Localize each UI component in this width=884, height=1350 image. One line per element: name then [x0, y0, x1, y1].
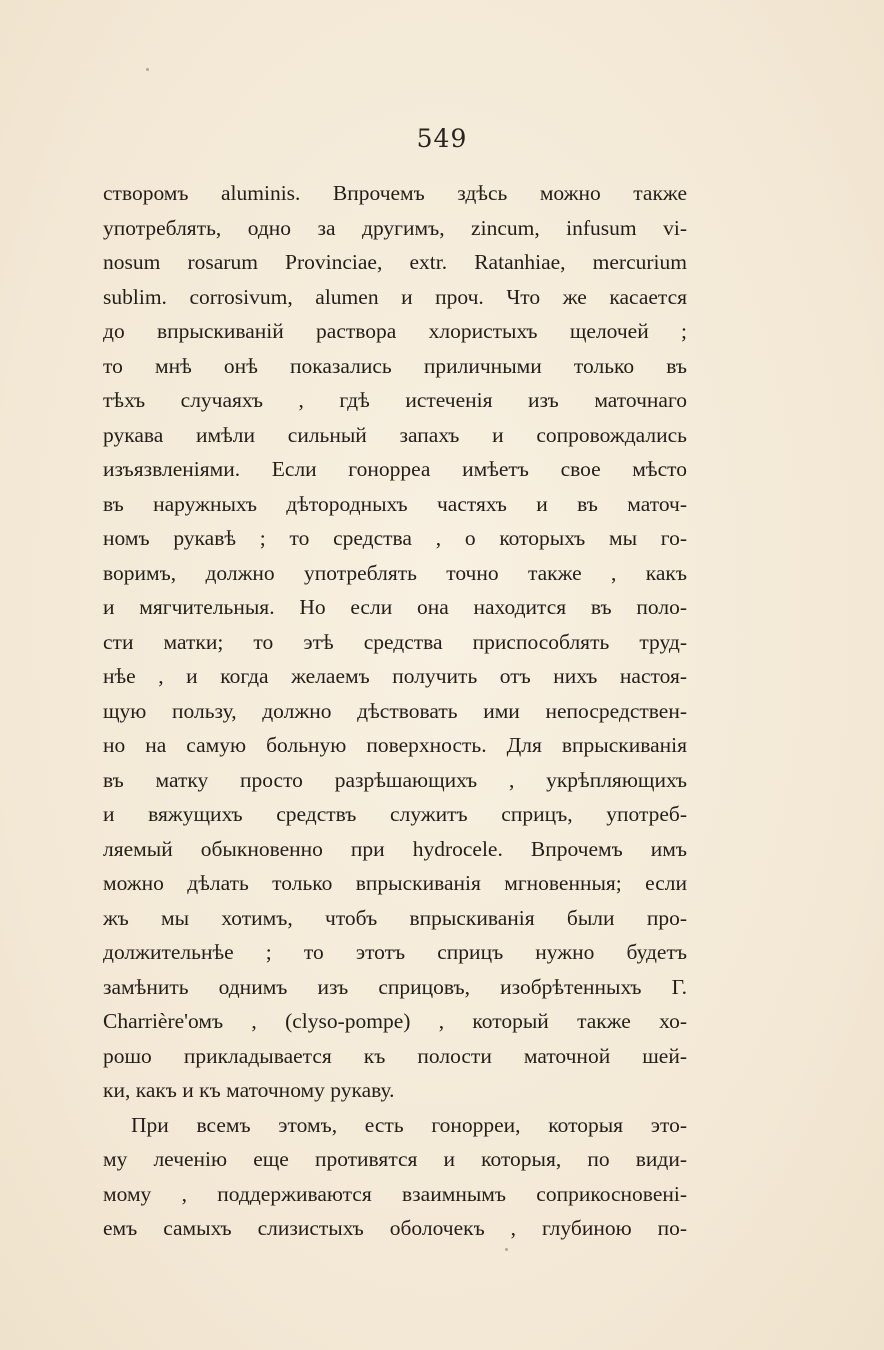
text-line: рукава имѣли сильный запахъ и сопровождались: [103, 422, 687, 447]
text-line: sublim. corrosivum, alumen и проч. Что же касается: [103, 284, 687, 309]
text-line: до впрыскиванiй раствора хлористыхъ щелочей ;: [103, 319, 687, 343]
paper-speck: [505, 1248, 508, 1251]
text-line: замѣнить однимъ изъ сприцовъ, изобрѣтенныхъ Г.: [103, 974, 687, 999]
text-line: и мягчительныя. Но если она находится въ поло-: [103, 595, 687, 619]
paper-speck: [146, 68, 149, 71]
text-line: то мнѣ онѣ показались приличными только въ: [103, 353, 687, 378]
text-line: сти матки; то этѣ средства приспособлять труд-: [103, 629, 687, 654]
text-line: воримъ, должно употреблять точно также , какъ: [103, 560, 687, 585]
text-line: жъ мы хотимъ, чтобъ впрыскиванiя были про-: [103, 905, 687, 930]
text-line: мому , поддерживаются взаимнымъ соприкосновенi-: [103, 1181, 687, 1206]
text-line: щую пользу, должно дѣствовать ими непосредствен-: [103, 698, 687, 723]
body-text: [103, 176, 687, 1246]
text-line: и вяжущихъ средствъ служитъ сприцъ, употреб-: [103, 802, 687, 826]
text-line: должительнѣе ; то этотъ сприцъ нужно будетъ: [103, 940, 687, 964]
text-line: тѣхъ случаяхъ , гдѣ истеченiя изъ маточнаго: [103, 388, 687, 412]
text-line: ки, какъ и къ маточному рукаву.: [103, 1078, 395, 1102]
text-line: номъ рукавѣ ; то средства , о которыхъ мы го-: [103, 526, 687, 550]
text-line: емъ самыхъ слизистыхъ оболочекъ , глубиною по-: [103, 1216, 687, 1240]
text-line: изъязвленiями. Если гонорреа имѣетъ свое мѣсто: [103, 457, 687, 481]
text-line: рошо прикладывается къ полости маточной шей-: [103, 1043, 687, 1068]
page-number: 549: [416, 124, 468, 153]
text-line: му леченiю еще противятся и которыя, по види-: [103, 1147, 687, 1171]
text-line: нѣе , и когда желаемъ получить отъ нихъ настоя-: [103, 664, 687, 688]
text-line: створомъ aluminis. Впрочемъ здѣсь можно также: [103, 181, 687, 205]
text-line: Charrière'омъ , (clyso-pompe) , который также хо-: [103, 1009, 687, 1033]
text-line: употреблять, одно за другимъ, zincum, infusum vi-: [103, 215, 687, 240]
text-line: но на самую больную поверхность. Для впрыскиванiя: [103, 733, 687, 757]
text-line: въ матку просто разрѣшающихъ , укрѣпляющихъ: [103, 767, 687, 792]
text-line: ляемый обыкновенно при hydrocele. Впрочемъ имъ: [103, 836, 687, 861]
text-line: можно дѣлать только впрыскиванiя мгновенныя; если: [103, 871, 687, 895]
paragraph-first-line: При всемъ этомъ, есть гонорреи, которыя это-: [131, 1112, 687, 1137]
text-line: въ наружныхъ дѣтородныхъ частяхъ и въ маточ-: [103, 491, 687, 516]
text-line: nosum rosarum Provinciae, extr. Ratanhiae, mercurium: [103, 250, 687, 274]
